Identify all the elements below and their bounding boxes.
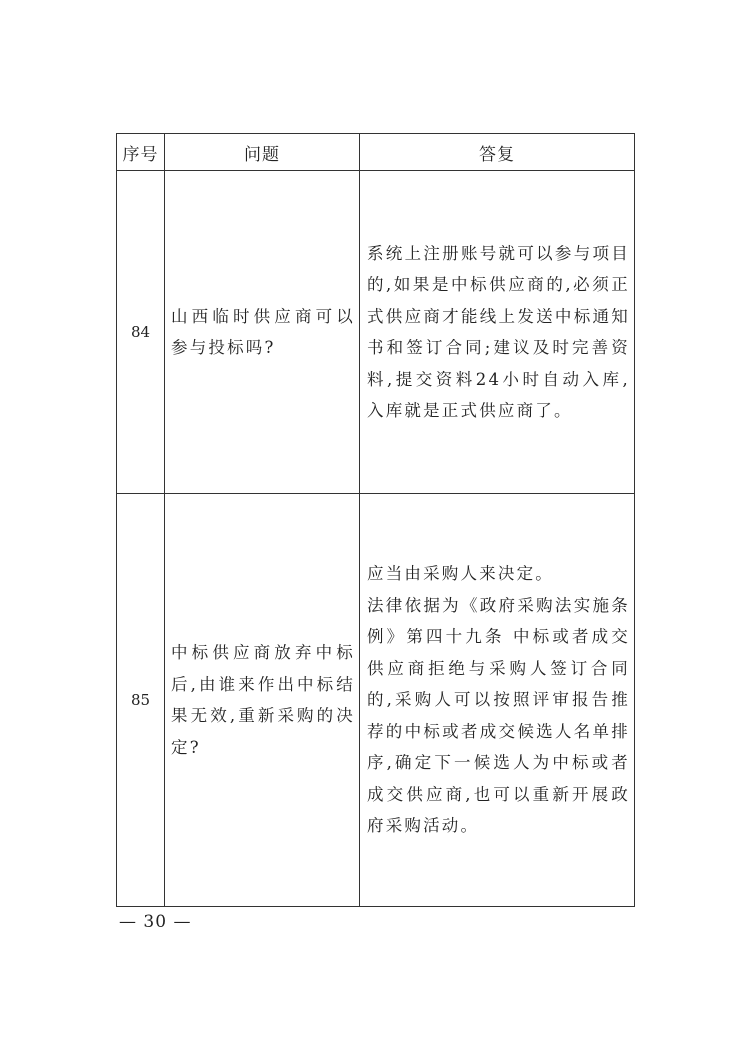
answer-cell <box>360 494 635 907</box>
answer-paragraph: 法律依据为《政府采购法实施条例》第四十九条 中标或者成交供应商拒绝与采购人签订合同的,采购人可以按照评审报告推荐的中标或者成交候选人名单排序,确定下一候选人为中标或者成交供应商,也可以重新开展政府采购活动。 <box>367 595 630 836</box>
row-number: 84 <box>117 171 165 494</box>
row-number: 85 <box>117 494 165 907</box>
page-number: — 30 — <box>119 912 192 932</box>
table-header-row <box>117 134 635 171</box>
question-text: 中标供应商放弃中标后,由谁来作出中标结果无效,重新采购的决定? <box>165 494 360 907</box>
question-text: 山西临时供应商可以参与投标吗? <box>165 171 360 494</box>
table-row <box>117 494 635 907</box>
header-answer: 答复 <box>360 134 635 171</box>
table-row <box>117 171 635 494</box>
header-no: 序号 <box>117 134 165 171</box>
header-question: 问题 <box>165 134 360 171</box>
answer-cell <box>360 171 635 494</box>
answer-paragraph: 系统上注册账号就可以参与项目的,如果是中标供应商的,必须正式供应商才能线上发送中标通知书和签订合同;建议及时完善资料,提交资料24小时自动入库,入库就是正式供应商了。 <box>367 243 630 420</box>
qa-table <box>116 133 635 907</box>
answer-paragraph: 应当由采购人来决定。 <box>367 564 554 584</box>
